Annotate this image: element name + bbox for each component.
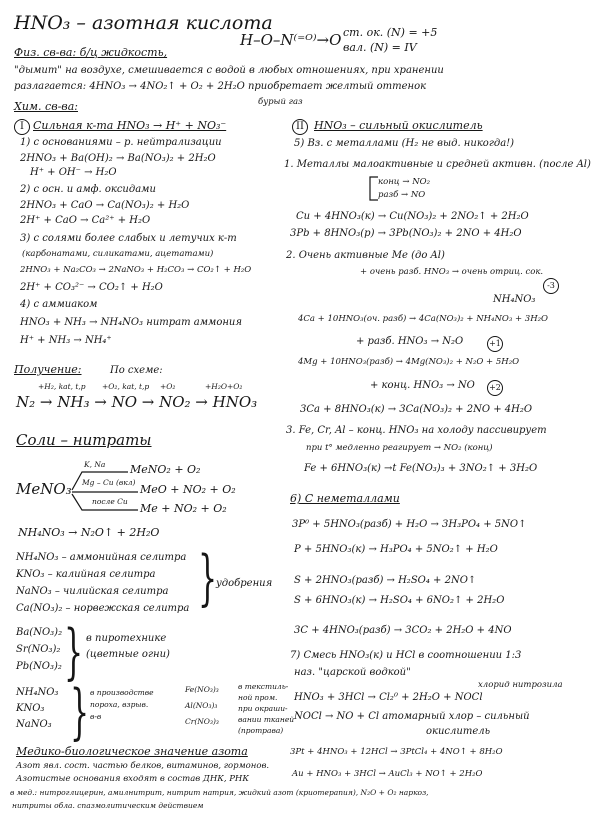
prep-heading: Получение:: [14, 363, 82, 376]
scheme-label: По схеме:: [110, 365, 163, 376]
equation: Cu + 4HNO₃(к) → Cu(NO₃)₂ + 2NO₂↑ + 2H₂O: [296, 211, 529, 222]
powder-item: NH₄NO₃: [16, 687, 59, 698]
textile-item: Fe(NO₃)₃: [185, 685, 219, 694]
pyro-label: (цветные огни): [86, 649, 170, 660]
equation: HNO₃ + NH₃ → NH₄NO₃ нитрат аммония: [20, 317, 242, 328]
oxides-reaction-label: 2) с осн. и амф. оксидами: [20, 184, 156, 195]
decomp-condition: после Cu: [92, 497, 128, 506]
bio-line: в мед.: нитроглицерин, амилнитрит, нитрит натрия, жидкий азот (криотерапия), N₂O + O₂ наркоз,: [10, 788, 429, 797]
arrow-condition: +O₂: [160, 382, 176, 391]
textile-label: вании тканей: [238, 715, 295, 724]
powder-item: NaNO₃: [16, 719, 52, 730]
bio-heading: Медико-биологическое значение азота: [16, 745, 248, 758]
strong-acid-title: Сильная к-та HNO₃ → H⁺ + NO₃⁻: [33, 119, 227, 132]
fertilizer-item: KNO₃ – калийная селитра: [16, 569, 156, 580]
textile-label: ной пром.: [238, 693, 278, 702]
brace: }: [198, 543, 218, 613]
equation: 3Ca + 8HNO₃(к) → 3Ca(NO₃)₂ + 2NO + 4H₂O: [300, 404, 533, 415]
equation: 4Mg + 10HNO₃(разб) → 4Mg(NO₃)₂ + N₂O + 5H₂O: [298, 357, 520, 367]
equation: Fe + 6HNO₃(к) →t Fe(NO₃)₃ + 3NO₂↑ + 3H₂O: [304, 463, 538, 474]
ox-state-badge: +2: [487, 380, 503, 396]
salts-heading: Соли – нитраты: [16, 431, 152, 449]
textile-item: Cr(NO₃)₃: [185, 717, 219, 726]
dilute-note: + разб. HNO₃ → N₂O: [356, 336, 464, 347]
fertilizer-item: NH₄NO₃ – аммонийная селитра: [16, 552, 187, 563]
pyro-label: в пиротехнике: [86, 633, 167, 644]
aqua-regia-note: наз. "царской водкой": [294, 667, 411, 678]
equation: 3P⁰ + 5HNO₃(разб) + H₂O → 3H₃PO₄ + 5NO↑: [292, 519, 527, 530]
textile-label: при окраши-: [238, 704, 288, 713]
fertilizer-item: Ca(NO₃)₂ – норвежская селитра: [16, 603, 190, 614]
passivation-label: 3. Fe, Cr, Al – конц. HNO₃ на холоду пассивирует: [286, 425, 547, 436]
arrow-condition: +H₂O+O₂: [205, 382, 243, 391]
arrow-condition: +H₂, kat, t,p: [38, 382, 86, 391]
passivation-note: при t° медленно реагирует → NO₂ (конц): [306, 443, 493, 453]
prep-scheme: N₂ → NH₃ → NO → NO₂ → HNO₃: [16, 393, 258, 411]
phys-properties-line2: "дымит" на воздухе, смешивается с водой в любых отношениях, при хранении: [14, 65, 444, 76]
equation: 3Pt + 4HNO₃ + 12HCl → 3PtCl₄ + 4NO↑ + 8H₂O: [290, 747, 503, 757]
active-metals-label: 2. Очень активные Me (до Al): [286, 250, 445, 261]
fertilizer-label: удобрения: [216, 578, 273, 589]
chem-heading: Хим. св-ва:: [14, 100, 78, 113]
decomp-condition: Mg – Cu (вкл): [82, 478, 136, 487]
structural-formula: H–O–N⁽⁼ᴼ⁾→O: [240, 31, 342, 49]
dilute-note: разб → NO: [378, 190, 426, 200]
phys-properties-line1: Физ. св-ва: б/ц жидкость,: [14, 46, 168, 59]
powder-item: KNO₃: [16, 703, 45, 714]
equation: HNO₃ + 3HCl → Cl₂⁰ + 2H₂O + NOCl: [294, 692, 483, 703]
equation: 2HNO₃ + Ba(OH)₂ → Ba(NO₃)₂ + 2H₂O: [20, 153, 216, 164]
ammonium-nitrate-product: NH₄NO₃: [493, 294, 536, 305]
equation: 2HNO₃ + CaO → Ca(NO₃)₂ + H₂O: [20, 200, 190, 211]
powder-label: пороха, взрыв.: [90, 700, 149, 709]
oxidation-state: ст. ок. (N) = +5: [343, 26, 438, 39]
very-dilute-note: + очень разб. HNO₃ → очень отриц. сок.: [360, 267, 544, 277]
powder-label: в производстве: [90, 688, 154, 697]
equation: 4Ca + 10HNO₃(оч. разб) → 4Ca(NO₃)₂ + NH₄NO₃ + 3H₂O: [298, 314, 548, 324]
nonmetals-label: 6) С неметаллами: [290, 492, 400, 505]
salts-reaction-label: 3) с солями более слабых и летучих к-т: [20, 233, 237, 244]
equation: 3Pb + 8HNO₃(р) → 3Pb(NO₃)₂ + 2NO + 4H₂O: [290, 228, 522, 239]
bio-line: Азотистые основания входят в состав ДНК, РНК: [16, 774, 249, 784]
equation: S + 2HNO₃(разб) → H₂SO₄ + 2NO↑: [294, 575, 477, 586]
powder-label: в-в: [90, 712, 102, 721]
equation: H⁺ + OH⁻ → H₂O: [30, 167, 117, 178]
decomp-product: Me + NO₂ + O₂: [140, 502, 227, 515]
bio-line: нитриты обла. спазмолитическим действием: [12, 801, 204, 810]
equation: 2H⁺ + CaO → Ca²⁺ + H₂O: [20, 215, 151, 226]
note: (карбонатами, силикатами, ацетатами): [22, 249, 214, 259]
conc-note: конц → NO₂: [378, 177, 431, 187]
phys-properties-line3: разлагается: 4HNO₃ → 4NO₂↑ + O₂ + 2H₂O приобретает желтый оттенок: [14, 81, 427, 92]
metals-reaction-label: 5) Вз. с металлами (H₂ не выд. никогда!): [294, 138, 515, 149]
textile-label: (протрава): [238, 726, 284, 735]
pyro-item: Sr(NO₃)₂: [16, 644, 61, 655]
oxidizer-title: HNO₃ – сильный окислитель: [314, 119, 483, 132]
nitrosyl-chloride-note: хлорид нитрозила: [478, 680, 563, 690]
pyro-item: Pb(NO₃)₂: [16, 661, 62, 672]
decomp-condition: K, Na: [84, 460, 106, 469]
arrow-condition: +O₂, kat, t,p: [102, 382, 150, 391]
metal-nitrate: MeNO₃: [16, 480, 72, 498]
oxidizer-note: окислитель: [426, 726, 491, 737]
equation: P + 5HNO₃(к) → H₃PO₄ + 5NO₂↑ + H₂O: [294, 544, 498, 555]
pyro-item: Ba(NO₃)₂: [16, 627, 63, 638]
equation: 2HNO₃ + Na₂CO₃ → 2NaNO₃ + H₂CO₃ → CO₂↑ + H₂O: [20, 265, 252, 275]
page-title: HNO₃ – азотная кислота: [14, 12, 273, 34]
ammonium-nitrate-decomp: NH₄NO₃ → N₂O↑ + 2H₂O: [18, 526, 160, 539]
bio-line: Азот явл. сост. частью белков, витаминов, гормонов.: [16, 761, 270, 771]
equation: 2H⁺ + CO₃²⁻ → CO₂↑ + H₂O: [20, 282, 163, 293]
equation: NOCl → NO + Cl атомарный хлор – сильный: [294, 711, 530, 722]
equation: H⁺ + NH₃ → NH₄⁺: [20, 335, 112, 346]
brace: }: [64, 617, 84, 687]
equation: 3C + 4HNO₃(разб) → 3CO₂ + 2H₂O + 4NO: [294, 625, 512, 636]
decomp-product: MeO + NO₂ + O₂: [140, 483, 236, 496]
textile-label: в текстиль-: [238, 682, 289, 691]
roman-one-badge: I: [14, 119, 30, 135]
aqua-regia-label: 7) Смесь HNO₃(к) и HCl в соотношении 1:3: [290, 650, 522, 661]
fertilizer-item: NaNO₃ – чилийская селитра: [16, 586, 169, 597]
decomp-product: MeNO₂ + O₂: [130, 463, 201, 476]
valence: вал. (N) = IV: [343, 41, 417, 54]
brown-gas-note: бурый газ: [258, 97, 303, 107]
ammonia-reaction-label: 4) с аммиаком: [20, 299, 98, 310]
equation: Au + HNO₃ + 3HCl → AuCl₃ + NO↑ + 2H₂O: [292, 769, 483, 779]
ox-state-badge: +1: [487, 336, 503, 352]
bases-reaction-label: 1) с основаниями – р. нейтрализации: [20, 137, 222, 148]
ox-state-badge: -3: [543, 278, 559, 294]
conc-note: + конц. HNO₃ → NO: [370, 380, 475, 391]
textile-item: Al(NO₃)₃: [185, 701, 218, 710]
equation: S + 6HNO₃(к) → H₂SO₄ + 6NO₂↑ + 2H₂O: [294, 595, 505, 606]
brace: }: [70, 677, 90, 747]
roman-two-badge: II: [292, 119, 308, 135]
low-activity-metals: 1. Металлы малоактивные и средней активн. (после Al): [284, 159, 591, 170]
